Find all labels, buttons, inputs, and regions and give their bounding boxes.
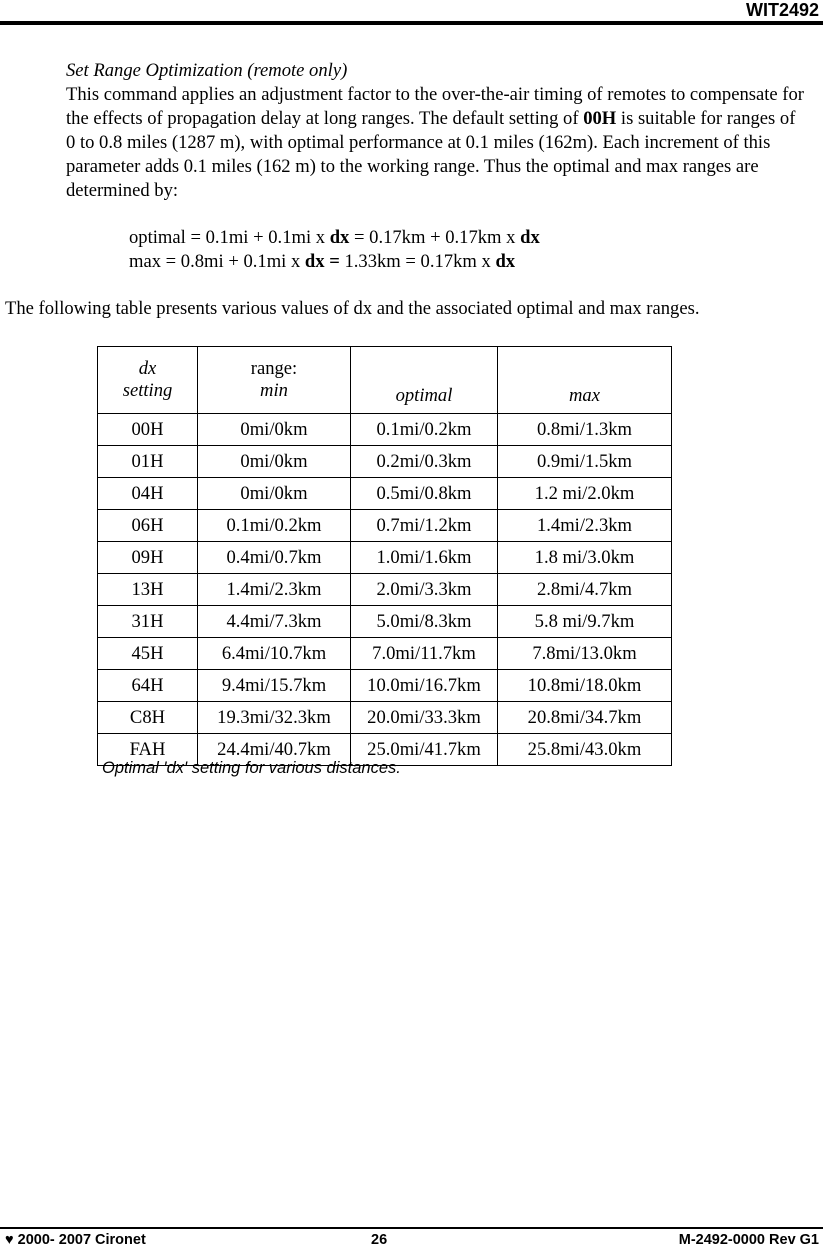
table-cell: 0.9mi/1.5km <box>498 446 672 478</box>
footer-copyright: ♥ 2000- 2007 Cironet <box>5 1232 146 1248</box>
header-range-line1: range: <box>250 358 298 379</box>
page-number: 26 <box>371 1232 388 1248</box>
table-cell: 25.8mi/43.0km <box>498 734 672 766</box>
table-cell: 0mi/0km <box>198 478 351 510</box>
formula-optimal-var-2: dx <box>520 227 540 248</box>
paragraph-text-2: is suitable for ranges of 0 to 0.8 miles (1287 m), with optimal performance at 0.1 miles (162m). Each increment of this parameter adds 0.1 miles (162 m) to the working range. Thus the optimal and max ranges are determined by: <box>66 108 796 201</box>
table-cell: 25.0mi/41.7km <box>351 734 498 766</box>
table-body <box>98 414 672 766</box>
table-cell: 0.1mi/0.2km <box>198 510 351 542</box>
table-caption: Optimal 'dx' setting for various distances. <box>102 759 401 777</box>
table-cell: 9.4mi/15.7km <box>198 670 351 702</box>
dx-range-table <box>97 346 672 766</box>
formula-optimal-text-c: = 0.17km + 0.17km x <box>349 227 521 248</box>
header-max-label: max <box>569 385 600 406</box>
document-id: WIT2492 <box>745 0 819 20</box>
table-cell: 1.4mi/2.3km <box>198 574 351 606</box>
table-cell: C8H <box>98 702 198 734</box>
table-cell: FAH <box>98 734 198 766</box>
formula-block <box>129 226 540 274</box>
header-optimal-label: optimal <box>395 385 453 406</box>
table-cell: 5.8 mi/9.7km <box>498 606 672 638</box>
table-cell: 0.4mi/0.7km <box>198 542 351 574</box>
table-cell: 31H <box>98 606 198 638</box>
section-range-optimization <box>66 59 806 203</box>
table-header-row <box>98 347 672 414</box>
table-cell: 01H <box>98 446 198 478</box>
table-row <box>98 606 672 638</box>
table-row <box>98 702 672 734</box>
table-cell: 0mi/0km <box>198 414 351 446</box>
table-cell: 4.4mi/7.3km <box>198 606 351 638</box>
table-cell: 45H <box>98 638 198 670</box>
table-cell: 5.0mi/8.3km <box>351 606 498 638</box>
header-range-min <box>198 347 351 414</box>
table-row <box>98 414 672 446</box>
table-cell: 0.8mi/1.3km <box>498 414 672 446</box>
table-cell: 0.7mi/1.2km <box>351 510 498 542</box>
formula-max <box>129 250 540 274</box>
default-setting-value: 00H <box>583 108 617 129</box>
header-dx-line1: dx <box>138 358 157 379</box>
table-cell: 04H <box>98 478 198 510</box>
formula-optimal <box>129 226 540 250</box>
header-optimal <box>351 347 498 414</box>
table-cell: 2.8mi/4.7km <box>498 574 672 606</box>
table-cell: 20.0mi/33.3km <box>351 702 498 734</box>
table-cell: 10.8mi/18.0km <box>498 670 672 702</box>
table-cell: 1.0mi/1.6km <box>351 542 498 574</box>
table-cell: 7.0mi/11.7km <box>351 638 498 670</box>
formula-max-text-a: max = 0.8mi + 0.1mi x <box>129 251 305 272</box>
table-cell: 0.1mi/0.2km <box>351 414 498 446</box>
table-cell: 1.2 mi/2.0km <box>498 478 672 510</box>
formula-max-var-1: dx = <box>304 251 340 272</box>
header-max <box>498 347 672 414</box>
section-paragraph <box>66 83 806 203</box>
footer-divider <box>0 1227 823 1229</box>
table-cell: 2.0mi/3.3km <box>351 574 498 606</box>
table-cell: 20.8mi/34.7km <box>498 702 672 734</box>
table-cell: 6.4mi/10.7km <box>198 638 351 670</box>
table-cell: 09H <box>98 542 198 574</box>
table-row <box>98 574 672 606</box>
table-row <box>98 478 672 510</box>
table-cell: 64H <box>98 670 198 702</box>
header-dx-line2: setting <box>122 380 173 401</box>
table-cell: 13H <box>98 574 198 606</box>
formula-optimal-var-1: dx <box>329 227 350 248</box>
table-cell: 1.8 mi/3.0km <box>498 542 672 574</box>
page-footer <box>0 1232 823 1248</box>
table-row <box>98 638 672 670</box>
table-cell: 06H <box>98 510 198 542</box>
table-cell: 1.4mi/2.3km <box>498 510 672 542</box>
table-cell: 00H <box>98 414 198 446</box>
formula-max-var-2: dx <box>495 251 516 272</box>
paragraph-text-1: This command applies an adjustment factor to the over-the-air timing of remotes to compensate for the effects of propagation delay at long ranges. The default setting of <box>66 84 804 129</box>
table-cell: 19.3mi/32.3km <box>198 702 351 734</box>
footer-doc-revision: M-2492-0000 Rev G1 <box>678 1232 819 1248</box>
formula-optimal-text-a: optimal = 0.1mi + 0.1mi x <box>129 227 330 248</box>
table-row <box>98 670 672 702</box>
table-row <box>98 542 672 574</box>
table-cell: 0.5mi/0.8km <box>351 478 498 510</box>
header-range-line2: min <box>260 380 288 401</box>
section-heading: Set Range Optimization (remote only) <box>66 60 348 81</box>
formula-max-text-c: 1.33km = 0.17km x <box>339 251 496 272</box>
table-cell: 10.0mi/16.7km <box>351 670 498 702</box>
header-divider <box>0 21 823 25</box>
header-dx-setting <box>98 347 198 414</box>
table-cell: 7.8mi/13.0km <box>498 638 672 670</box>
table-intro-text: The following table presents various values of dx and the associated optimal and max ranges. <box>5 298 700 319</box>
table-cell: 24.4mi/40.7km <box>198 734 351 766</box>
table-cell: 0mi/0km <box>198 446 351 478</box>
table-row <box>98 446 672 478</box>
table-row <box>98 510 672 542</box>
table-cell: 0.2mi/0.3km <box>351 446 498 478</box>
